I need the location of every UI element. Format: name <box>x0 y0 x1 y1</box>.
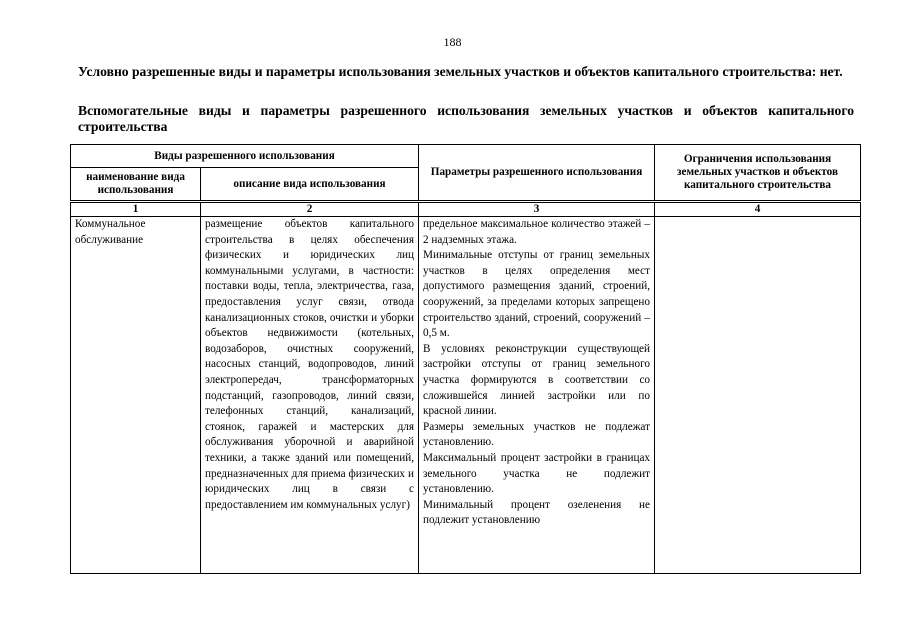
parameters-cell <box>419 217 655 574</box>
header-use-name: наименование вида использования <box>71 168 201 202</box>
header-restrictions: Ограничения использования земельных участков и объектов капитального строительства <box>655 145 861 202</box>
land-use-table <box>70 144 861 574</box>
parameter-item: предельное максимальное количество этажей – 2 надземных этажа. <box>423 218 651 246</box>
column-number: 1 <box>71 202 201 217</box>
restrictions-cell <box>655 217 861 574</box>
header-parameters: Параметры разрешенного использования <box>419 145 655 202</box>
use-description-cell: размещение объектов капитального строительства в целях обеспечения физических и юридических лиц коммунальными услугами, в частности: поставки воды, тепла, электричества, газа, предоставления услуг связи, отвода канализационных стоков, очистки и уборки объектов недвижимости (котельных, водозаборов, очистных сооружений, насосных станций, водопроводов, линий электропередач, трансформаторных подстанций, газопроводов, линий связи, телефонных станций, канализаций, стоянок, гаражей и мастерских для обслуживания уборочной и аварийной техники, а также зданий или помещений, предназначенных для приема физических и юридических лиц в связи с предоставлением им коммунальных услуг) <box>201 217 419 574</box>
parameter-item: Размеры земельных участков не подлежат установлению. <box>423 420 651 449</box>
table-row <box>71 217 861 574</box>
page-number: 188 <box>443 35 462 49</box>
column-number-row <box>71 202 861 217</box>
column-number: 4 <box>655 202 861 217</box>
conditional-uses-heading: Условно разрешенные виды и параметры использования земельных участков и объектов капитального строительства: нет. <box>78 64 843 79</box>
parameter-item: Минимальный процент озеленения не подлежит установлению <box>423 498 651 527</box>
parameter-item: Минимальные отступы от границ земельных участков в целях определения мест допустимого размещения зданий, строений, сооружений, за пределами которых запрещено строительство зданий, строений, сооружений – 0,5 м. <box>423 249 651 340</box>
column-number: 2 <box>201 202 419 217</box>
parameter-item: В условиях реконструкции существующей застройки отступы от границ земельного участка формируются в соответствии со сложившейся линией застройки или по красной линии. <box>423 342 651 418</box>
header-use-types: Виды разрешенного использования <box>71 145 419 168</box>
column-number: 3 <box>419 202 655 217</box>
use-name-cell: Коммунальное обслуживание <box>71 217 201 574</box>
parameter-item: Максимальный процент застройки в границах земельного участка не подлежит установлению. <box>423 451 651 496</box>
auxiliary-uses-heading: Вспомогательные виды и параметры разрешенного использования земельных участков и объектов капитального строительства <box>78 103 854 134</box>
header-use-description: описание вида использования <box>201 168 419 202</box>
